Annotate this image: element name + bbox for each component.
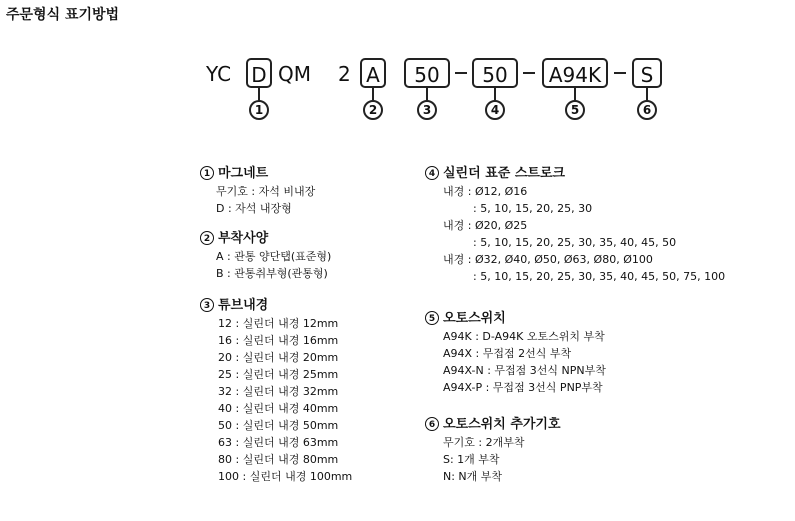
list-item: 12 : 실린더 내경 12mm <box>218 317 339 330</box>
section-heading <box>200 230 331 248</box>
list-item: 무기호 : 자석 비내장 <box>216 185 316 198</box>
section-magnet <box>200 165 315 217</box>
list-item: 내경 : Ø20, Ø25 <box>443 219 528 232</box>
list-item: S: 1개 부착 <box>443 453 500 466</box>
list-item: A : 관통 양단탭(표준형) <box>216 250 332 263</box>
code-prefix: YC <box>206 62 232 86</box>
list-item: 무기호 : 2개부착 <box>443 436 525 449</box>
code-dash <box>614 72 626 74</box>
list-item: 50 : 실린더 내경 50mm <box>218 419 339 432</box>
list-item: N: N개 부착 <box>443 470 503 483</box>
marker-4: 4 <box>485 100 505 120</box>
list-item: : 5, 10, 15, 20, 25, 30, 35, 40, 45, 50 <box>473 236 677 249</box>
list-item: A94X : 무접점 2선식 부착 <box>443 347 572 360</box>
section-heading <box>200 297 352 315</box>
list-item: B : 관통취부형(관통형) <box>216 267 328 280</box>
section-number: 2 <box>200 231 214 245</box>
section-title: 튜브내경 <box>218 298 269 313</box>
list-item: : 5, 10, 15, 20, 25, 30, 35, 40, 45, 50, 75, 100 <box>473 270 726 283</box>
section-title: 부착사양 <box>218 231 269 246</box>
section-number: 6 <box>425 417 439 431</box>
section-number: 5 <box>425 311 439 325</box>
marker-5: 5 <box>565 100 585 120</box>
section-title: 실린더 표준 스트로크 <box>443 166 566 181</box>
list-item: 32 : 실린더 내경 32mm <box>218 385 339 398</box>
list-item: 16 : 실린더 내경 16mm <box>218 334 339 347</box>
section-heading <box>425 165 725 183</box>
code-box-bore: 50 <box>404 58 450 88</box>
section-heading <box>425 416 561 434</box>
code-two: 2 <box>338 62 351 86</box>
section-switch-count <box>425 416 561 485</box>
section-switch <box>425 310 606 396</box>
code-box-mount: A <box>360 58 386 88</box>
list-item: A94X-P : 무접점 3선식 PNP부착 <box>443 381 603 394</box>
code-dash <box>523 72 535 74</box>
list-item: A94X-N : 무접점 3선식 NPN부착 <box>443 364 606 377</box>
marker-3: 3 <box>417 100 437 120</box>
list-item: 100 : 실린더 내경 100mm <box>218 470 353 483</box>
list-item: 내경 : Ø32, Ø40, Ø50, Ø63, Ø80, Ø100 <box>443 253 653 266</box>
marker-2: 2 <box>363 100 383 120</box>
code-box-switch-count: S <box>632 58 662 88</box>
list-item: 80 : 실린더 내경 80mm <box>218 453 339 466</box>
code-dash <box>455 72 467 74</box>
list-item: 내경 : Ø12, Ø16 <box>443 185 528 198</box>
section-heading <box>425 310 606 328</box>
marker-1: 1 <box>249 100 269 120</box>
order-code-diagram <box>0 0 795 130</box>
section-heading <box>200 165 315 183</box>
section-stroke <box>425 165 725 285</box>
list-item: 25 : 실린더 내경 25mm <box>218 368 339 381</box>
section-title: 마그네트 <box>218 166 269 181</box>
section-number: 4 <box>425 166 439 180</box>
list-item: 40 : 실린더 내경 40mm <box>218 402 339 415</box>
list-item: A94K : D-A94K 오토스위치 부착 <box>443 330 605 343</box>
list-item: D : 자석 내장형 <box>216 202 292 215</box>
section-title: 오토스위치 <box>443 311 506 326</box>
page-title: 주문형식 표기방법 <box>6 7 120 23</box>
section-number: 3 <box>200 298 214 312</box>
marker-6: 6 <box>637 100 657 120</box>
section-number: 1 <box>200 166 214 180</box>
list-item: 20 : 실린더 내경 20mm <box>218 351 339 364</box>
list-item: 63 : 실린더 내경 63mm <box>218 436 339 449</box>
section-title: 오토스위치 추가기호 <box>443 417 561 432</box>
section-bore <box>200 297 352 485</box>
code-box-switch: A94K <box>542 58 608 88</box>
list-item: : 5, 10, 15, 20, 25, 30 <box>473 202 593 215</box>
code-box-stroke: 50 <box>472 58 518 88</box>
section-mount <box>200 230 331 282</box>
code-series: QM <box>278 62 311 86</box>
code-box-magnet: D <box>246 58 272 88</box>
